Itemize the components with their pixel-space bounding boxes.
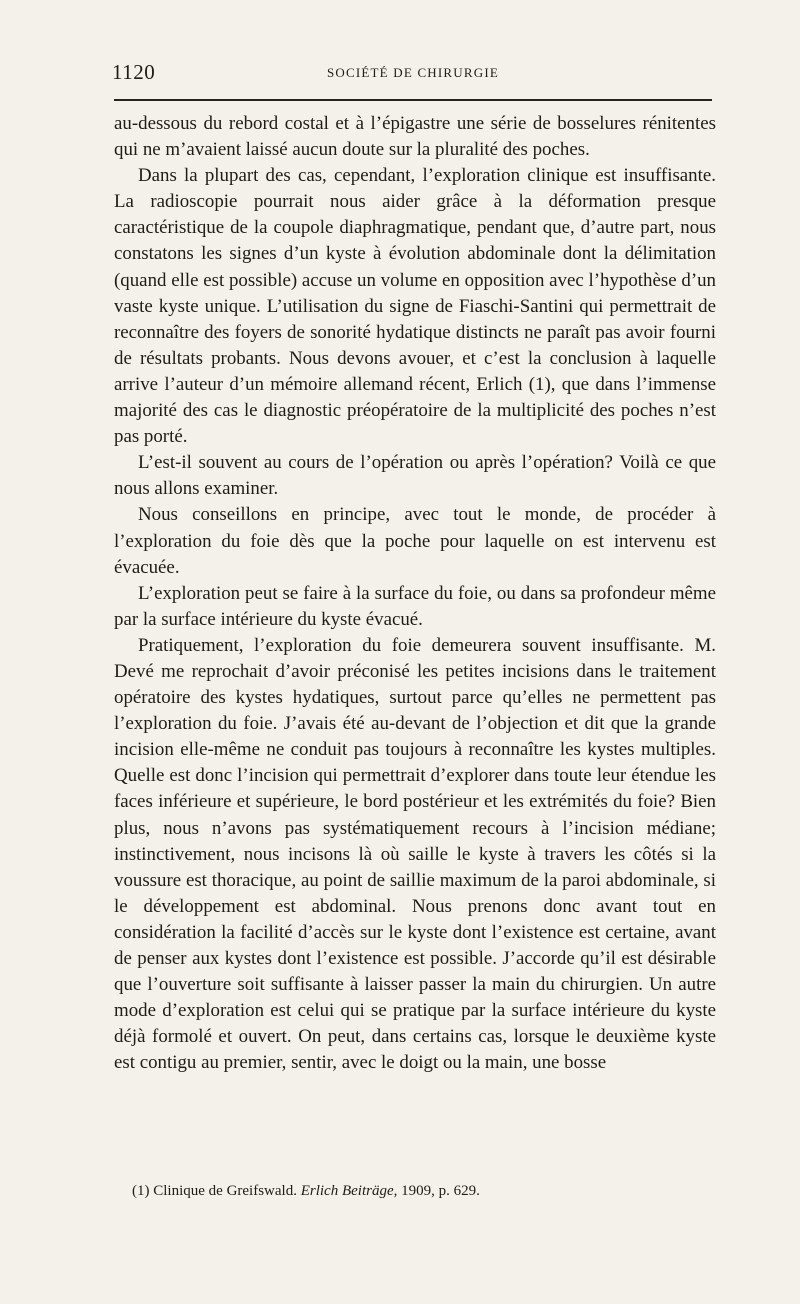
footnote-text-before: Clinique de Greifswald. xyxy=(153,1183,297,1199)
footnote xyxy=(132,1181,716,1201)
page-header xyxy=(112,60,714,88)
header-rule xyxy=(114,99,712,101)
footnote-marker: (1) xyxy=(132,1183,150,1199)
paragraph-2: Dans la plupart des cas, cependant, l’exploration clinique est insuffisante. La radioscopie pourrait nous aider grâce à la déformation presque caractéristique de la coupole diaphragmatique, pendant que, d’autre part, nous constatons les signes d’un kyste à évolution abdominale dont la délimitation (quand elle est possible) accuse un volume en opposition avec l’hypothèse d’un vaste kyste unique. L’utilisation du signe de Fiaschi-Santini qui permettrait de reconnaître des foyers de sonorité hydatique distincts ne paraît pas avoir fourni de résultats probants. Nous devons avouer, et c’est la conclusion à laquelle arrive l’auteur d’un mémoire allemand récent, Erlich (1), que dans l’immense majorité des cas le diagnostic préopératoire de la multiplicité des poches n’est pas porté. xyxy=(114,165,716,448)
paragraph-3: L’est-il souvent au cours de l’opération ou après l’opération? Voilà ce que nous allons examiner. xyxy=(114,452,716,500)
main-text xyxy=(114,111,716,1076)
paragraph-1: au-dessous du rebord costal et à l’épigastre une série de bosselures rénitentes qui ne m’avaient laissé aucun doute sur la pluralité des poches. xyxy=(114,113,716,161)
paragraph-5: L’exploration peut se faire à la surface du foie, ou dans sa profondeur même par la surface intérieure du kyste évacué. xyxy=(114,582,716,630)
paragraph-4: Nous conseillons en principe, avec tout le monde, de procéder à l’exploration du foie dès que la poche pour laquelle on est intervenu est évacuée. xyxy=(114,504,716,578)
running-title: SOCIÉTÉ DE CHIRURGIE xyxy=(326,65,500,80)
footnote-italic-text: Erlich Beiträge xyxy=(300,1183,394,1199)
paragraph-6: Pratiquement, l’exploration du foie demeurera souvent insuffisante. M. Devé me reprochait d’avoir préconisé les petites incisions dans le traitement opératoire des kystes hydatiques, surtout parce qu’elles ne permettent pas l’exploration du foie. J’avais été au-devant de l’objection et dit que la grande incision elle-même ne conduit pas toujours à reconnaître les kystes multiples. Quelle est donc l’incision qui permettrait d’explorer dans toute leur étendue les faces inférieure et supérieure, le bord postérieur et les extrémités du foie? Bien plus, nous n’avons pas systématiquement recours à l’incision médiane; instinctivement, nous incisons là où saille le kyste à travers les côtés si la voussure est thoracique, au point de saillie maximum de la paroi abdominale, si le développement est abdominal. Nous prenons donc avant tout en considération la facilité d’accès sur le kyste dont l’existence est certaine, avant de penser aux kystes dont l’existence est possible. J’accorde qu’il est désirable que l’ouverture soit suffisante à laisser passer la main du chirurgien. Un autre mode d’exploration est celui qui se pratique par la surface intérieure du kyste déjà formolé et ouvert. On peut, dans certains cas, lorsque le deuxième kyste est contigu au premier, sentir, avec le doigt ou la main, une bosse xyxy=(114,634,716,1074)
footnote-text-after: , 1909, p. 629. xyxy=(393,1183,480,1199)
page-number: 1120 xyxy=(112,60,156,84)
